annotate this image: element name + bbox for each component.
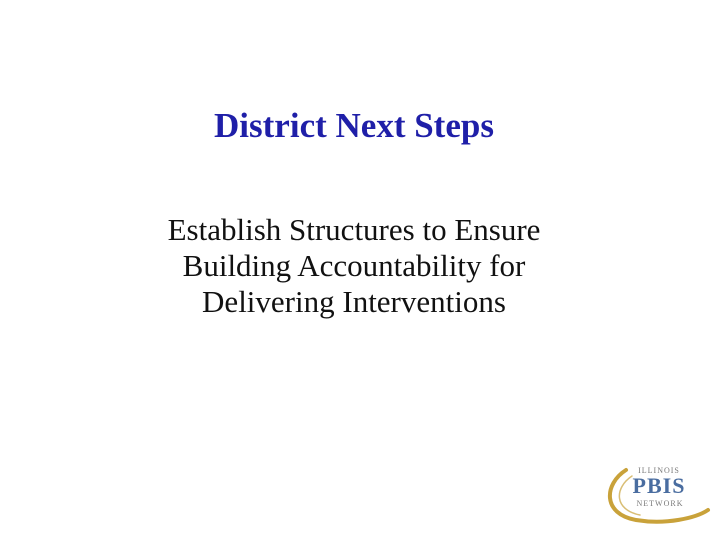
subtitle-line-2: Building Accountability for [182,248,526,283]
subtitle-line-3: Delivering Interventions [202,284,506,319]
slide-title: District Next Steps [214,106,494,145]
logo-main-text: PBIS [632,473,686,498]
slide-subtitle [0,212,708,320]
subtitle-line-1: Establish Structures to Ensure [167,212,541,247]
illinois-pbis-network-logo [596,462,712,532]
logo-bottom-text: NETWORK [636,499,684,508]
logo-top-text: ILLINOIS [638,466,680,475]
